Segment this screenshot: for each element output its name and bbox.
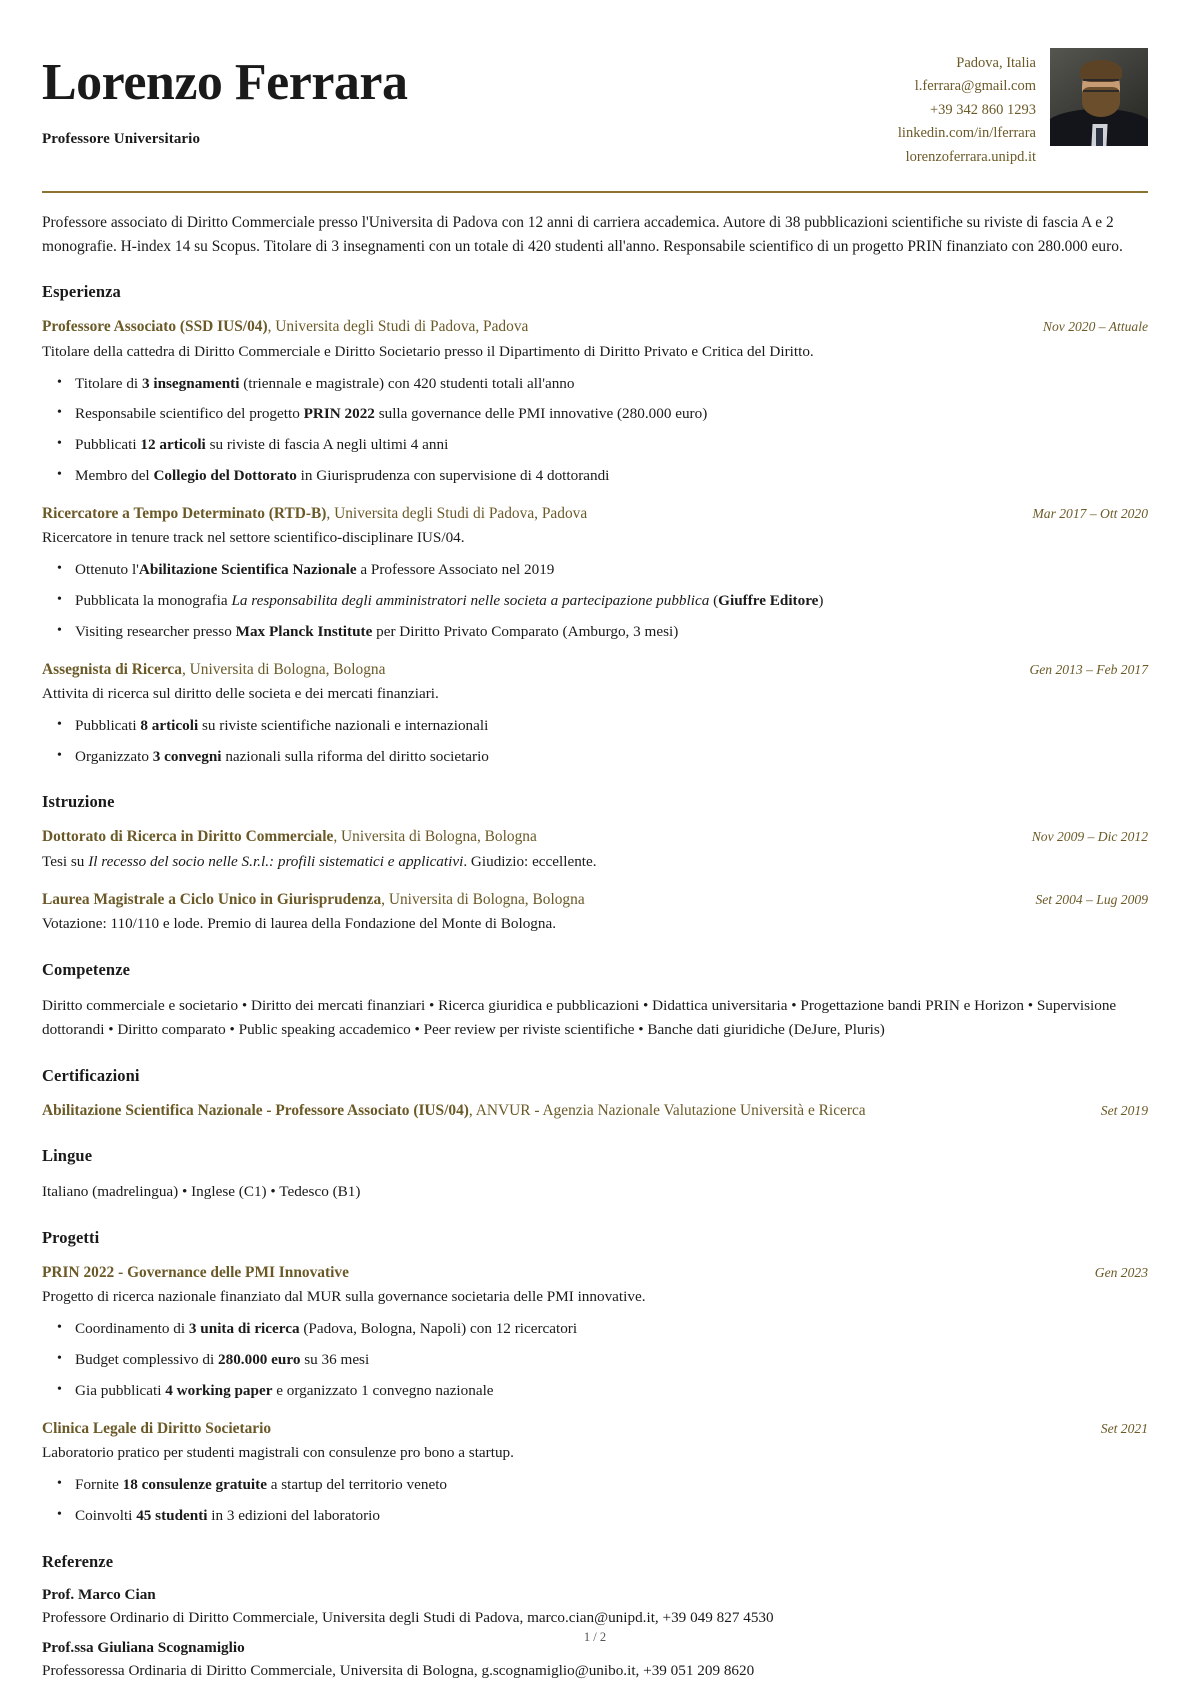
entry-head <box>42 503 1148 525</box>
photo-tie <box>1096 128 1103 146</box>
section-title-languages: Lingue <box>42 1145 93 1165</box>
entry-bullets <box>42 1318 1148 1402</box>
list-item: • Organizzato 3 convegni nazionali sulla riforma del diritto societario <box>72 746 1148 769</box>
section-title-education: Istruzione <box>42 792 115 812</box>
entry-date: Gen 2023 <box>1094 1264 1148 1280</box>
entry-title: Clinica Legale di Diritto Societario <box>42 1419 272 1437</box>
entry <box>42 1418 1148 1528</box>
section-certifications <box>42 1066 1148 1122</box>
reference-name: Prof. Marco Cian <box>42 1585 156 1603</box>
contact-website[interactable]: lorenzoferrara.unipd.it <box>905 148 1036 165</box>
entry-title: Assegnista di Ricerca, Universita di Bologna, Bologna <box>42 660 386 678</box>
summary-text: Professore associato di Diritto Commerciale presso l'Universita di Padova con 12 anni di carriera accademica. Autore di 38 pubblicazioni scientifiche su riviste di fascia A e 2 monografie. H-index 14 su Scopus. Titolare di 3 insegnamenti con un totale di 420 studenti all'anno. Responsabile scientifico di un progetto PRIN finanziato con 280.000 euro. <box>42 214 1123 255</box>
entry-bullets <box>42 559 1148 643</box>
contact-email[interactable]: l.ferrara@gmail.com <box>914 78 1036 95</box>
entry <box>42 659 1148 769</box>
entry-description: Ricercatore in tenure track nel settore scientifico-disciplinare IUS/04. <box>42 529 465 547</box>
entry-title: Ricercatore a Tempo Determinato (RTD-B), Universita degli Studi di Padova, Padova <box>42 504 588 522</box>
contact-location: Padova, Italia <box>956 55 1036 71</box>
entry-date: Gen 2013 – Feb 2017 <box>1029 661 1148 677</box>
entry-title: Professore Associato (SSD IUS/04), Universita degli Studi di Padova, Padova <box>42 318 529 336</box>
list-item: • Gia pubblicati 4 working paper e organizzato 1 convegno nazionale <box>72 1380 1148 1403</box>
reference-detail: Professoressa Ordinaria di Diritto Commerciale, Universita di Bologna, g.scognamiglio@unibo.it, +39 051 209 8620 <box>42 1661 755 1679</box>
list-item: • Ottenuto l'Abilitazione Scientifica Nazionale a Professore Associato nel 2019 <box>72 559 1148 582</box>
contact-block <box>898 48 1036 169</box>
entry <box>42 1100 1148 1122</box>
list-item: • Pubblicati 12 articoli su riviste di fascia A negli ultimi 4 anni <box>72 434 1148 457</box>
entry-head <box>42 1262 1148 1284</box>
entry-head <box>42 316 1148 338</box>
list-item: • Pubblicata la monografia La responsabilita degli amministratori nelle societa a partecipazione pubblica (Giuffre Editore) <box>72 590 1148 613</box>
cv-header <box>42 38 1148 169</box>
list-item: • Responsabile scientifico del progetto PRIN 2022 sulla governance delle PMI innovative (280.000 euro) <box>72 403 1148 426</box>
list-item: • Budget complessivo di 280.000 euro su 36 mesi <box>72 1349 1148 1372</box>
entry-head <box>42 826 1148 848</box>
section-title-references: Referenze <box>42 1551 114 1571</box>
entry-description: Tesi su Il recesso del socio nelle S.r.l.: profili sistematici e applicativi. Giudizio: eccellente. <box>42 853 597 871</box>
skills-list: Diritto commerciale e societario • Diritto dei mercati finanziari • Ricerca giuridica e pubblicazioni • Didattica universitaria • Progettazione bandi PRIN e Horizon • Supervisione dottorandi • Diritto comparato • Public speaking accademico • Peer review per riviste scientifiche • Banche dati giuridiche (DeJure, Pluris) <box>42 997 1117 1039</box>
section-references <box>42 1552 1148 1680</box>
list-item: • Pubblicati 8 articoli su riviste scientifiche nazionali e internazionali <box>72 715 1148 738</box>
entry-title: Abilitazione Scientifica Nazionale - Professore Associato (IUS/04), ANVUR - Agenzia Nazionale Valutazione Università e Ricerca <box>42 1102 866 1120</box>
entry-title: PRIN 2022 - Governance delle PMI Innovative <box>42 1263 349 1281</box>
contact-phone[interactable]: +39 342 860 1293 <box>929 101 1036 118</box>
entry <box>42 1262 1148 1403</box>
section-skills <box>42 960 1148 1042</box>
entry-date: Mar 2017 – Ott 2020 <box>1032 505 1148 521</box>
entry <box>42 503 1148 644</box>
list-item: • Visiting researcher presso Max Planck Institute per Diritto Privato Comparato (Amburgo, 3 mesi) <box>72 621 1148 644</box>
reference-name: Prof.ssa Giuliana Scognamiglio <box>42 1638 245 1656</box>
section-projects <box>42 1228 1148 1528</box>
entry <box>42 826 1148 873</box>
experience-entries <box>42 316 1148 768</box>
certification-entries <box>42 1100 1148 1122</box>
entry-description: Attivita di ricerca sul diritto delle societa e dei mercati finanziari. <box>42 685 439 703</box>
entry-date: Set 2004 – Lug 2009 <box>1035 891 1148 907</box>
section-title-certifications: Certificazioni <box>42 1066 140 1086</box>
entry-date: Set 2021 <box>1100 1420 1148 1436</box>
header-left <box>42 48 408 148</box>
list-item: • Membro del Collegio del Dottorato in Giurisprudenza con supervisione di 4 dottorandi <box>72 465 1148 488</box>
header-right <box>898 48 1148 169</box>
entry-description: Titolare della cattedra di Diritto Commerciale e Diritto Societario presso il Dipartimento di Diritto Privato e Critica del Diritto. <box>42 342 814 360</box>
reference-detail: Professore Ordinario di Diritto Commerciale, Universita degli Studi di Padova, marco.cian@unipd.it, +39 049 827 4530 <box>42 1608 774 1626</box>
list-item: • Coinvolti 45 studenti in 3 edizioni del laboratorio <box>72 1505 1148 1528</box>
entry-head <box>42 659 1148 681</box>
entry-date: Nov 2009 – Dic 2012 <box>1031 829 1148 845</box>
contact-linkedin[interactable]: linkedin.com/in/lferrara <box>897 125 1036 142</box>
list-item: • Titolare di 3 insegnamenti (triennale e magistrale) con 420 studenti totali all'anno <box>72 373 1148 396</box>
list-item: • Coordinamento di 3 unita di ricerca (Padova, Bologna, Napoli) con 12 ricercatori <box>72 1318 1148 1341</box>
entry-title: Laurea Magistrale a Ciclo Unico in Giurisprudenza, Universita di Bologna, Bologna <box>42 890 585 908</box>
page-indicator: 1 / 2 <box>583 1630 607 1644</box>
entry-head <box>42 1418 1148 1440</box>
section-experience <box>42 282 1148 768</box>
entry <box>42 889 1148 936</box>
section-languages <box>42 1146 1148 1204</box>
entry-head <box>42 1100 1148 1122</box>
glasses-icon <box>1083 79 1118 92</box>
entry-date: Nov 2020 – Attuale <box>1042 319 1148 335</box>
entry-description: Votazione: 110/110 e lode. Premio di laurea della Fondazione del Monte di Bologna. <box>42 915 557 933</box>
section-title-projects: Progetti <box>42 1227 100 1247</box>
entry-description: Progetto di ricerca nazionale finanziato dal MUR sulla governance societaria delle PMI innovative. <box>42 1288 646 1306</box>
entry <box>42 316 1148 488</box>
education-entries <box>42 826 1148 936</box>
reference-item <box>42 1586 1148 1627</box>
languages-list: Italiano (madrelingua) • Inglese (C1) • Tedesco (B1) <box>42 1182 361 1200</box>
project-entries <box>42 1262 1148 1528</box>
entry-title: Dottorato di Ricerca in Diritto Commerciale, Universita di Bologna, Bologna <box>42 828 537 846</box>
section-title-skills: Competenze <box>42 960 131 980</box>
entry-bullets <box>42 373 1148 488</box>
entry-description: Laboratorio pratico per studenti magistrali con consulenze pro bono a startup. <box>42 1444 514 1462</box>
list-item: • Fornite 18 consulenze gratuite a startup del territorio veneto <box>72 1474 1148 1497</box>
section-education <box>42 792 1148 936</box>
entry-date: Set 2019 <box>1100 1103 1148 1119</box>
header-divider <box>42 191 1148 193</box>
page-title: Lorenzo Ferrara <box>42 54 408 111</box>
avatar <box>1050 48 1148 146</box>
entry-bullets <box>42 715 1148 769</box>
entry-bullets <box>42 1474 1148 1528</box>
job-title: Professore Universitario <box>42 130 201 147</box>
entry-head <box>42 889 1148 911</box>
section-title-experience: Esperienza <box>42 282 121 302</box>
